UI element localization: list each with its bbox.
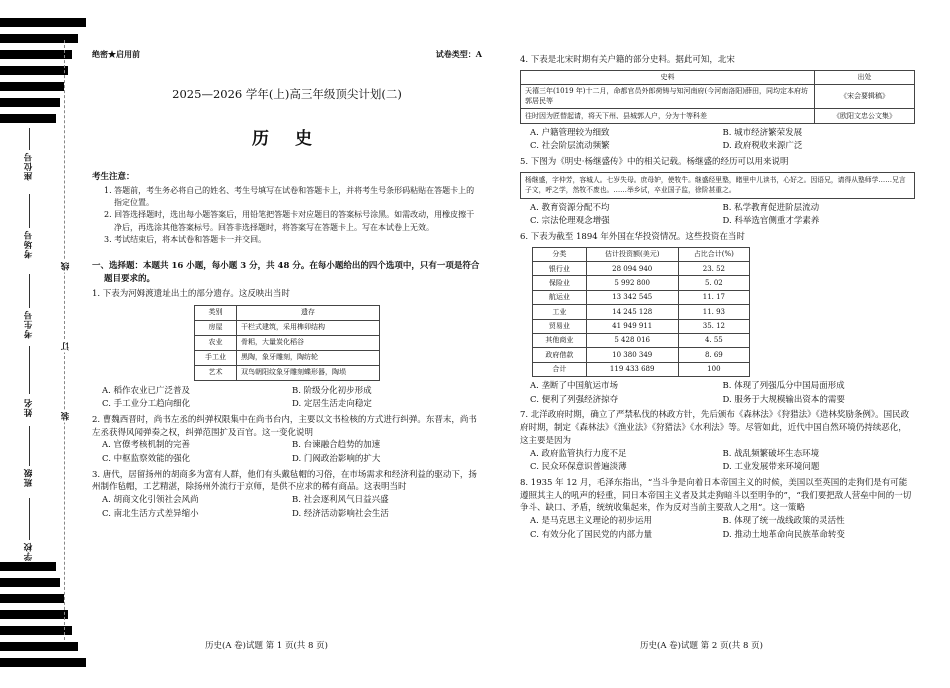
option-c[interactable]: C. 手工业分工趋向细化 <box>102 399 191 410</box>
label-seat-number: 座位号 <box>24 152 34 181</box>
option-b[interactable]: B. 社会逐利风气日益兴盛 <box>292 495 389 506</box>
option-b[interactable]: B. 私学教育促进阶层流动 <box>722 202 820 213</box>
binding-bar <box>0 642 78 651</box>
question-1-stem: 1. 下表为河姆渡遗址出土的部分遗存。这反映出当时 <box>92 288 290 299</box>
option-d[interactable]: D. 定居生活走向稳定 <box>292 399 372 410</box>
table-cell: 航运业 <box>533 290 587 304</box>
option-a[interactable]: A. 稻作农业已广泛普及 <box>102 385 191 396</box>
table-cell: 23. 52 <box>678 262 749 276</box>
option-d[interactable]: D. 政府税收来源广泛 <box>722 141 803 152</box>
table-head-cell: 类别 <box>195 305 237 320</box>
table-cell: 28 094 940 <box>586 262 678 276</box>
question-5-stem: 5. 下图为《明史·杨继盛传》中的相关记载。杨继盛的经历可以用来说明 <box>520 156 789 167</box>
option-c[interactable]: C. 宗法伦理观念增强 <box>530 216 610 227</box>
table-head-cell: 出处 <box>815 70 915 84</box>
table-cell: 10 380 349 <box>586 348 678 362</box>
secret-label: 绝密★启用前 <box>92 49 140 59</box>
table-cell: 5 428 016 <box>586 334 678 348</box>
label-name: 姓名 <box>24 398 34 417</box>
table-cell: 100 <box>678 362 749 376</box>
table-head-cell: 占比合计(%) <box>678 247 749 261</box>
label-exam-room: 考场号 <box>24 230 34 259</box>
table-row <box>533 247 750 261</box>
table-cell: 5. 02 <box>678 276 749 290</box>
bind-word-bind: 装 <box>61 412 71 421</box>
table-row <box>533 319 750 333</box>
option-a[interactable]: A. 教育资源分配不均 <box>530 202 610 213</box>
option-c[interactable]: C. 便利了列强经济掠夺 <box>530 394 619 405</box>
table-cell: 41 949 911 <box>586 319 678 333</box>
table-row <box>195 365 380 380</box>
table-cell: 《宋会要辑稿》 <box>815 84 915 108</box>
option-d[interactable]: D. 工业发展带来环境问题 <box>722 462 820 473</box>
table-head-cell: 遗存 <box>237 305 380 320</box>
option-a[interactable]: A. 官僚考核机制的完善 <box>102 440 191 451</box>
question-4-stem: 4. 下表是北宋时期有关户籍的部分史料。据此可知，北宋 <box>520 55 735 65</box>
page-footer-2: 历史(A 卷)试题 第 2 页(共 8 页) <box>640 641 763 651</box>
binding-bar <box>0 626 72 635</box>
question-5-excerpt: 杨继盛，字仲芳，容城人。七岁失母。庶母妒，使牧牛。继盛经里塾，睹里中儿读书，心好之。因语兄，请得从塾师学……兄言子文，呼之学，然牧不废也。……举乡试，卒业国子监，徐阶甚重之。 <box>520 172 915 199</box>
question-6-table <box>532 247 750 378</box>
option-b[interactable]: B. 战乱频繁破坏生态环境 <box>722 448 820 459</box>
binding-bar <box>0 114 56 123</box>
table-cell: 11. 17 <box>678 290 749 304</box>
question-6-options <box>520 380 915 407</box>
option-d[interactable]: D. 推动土地革命向民族革命转变 <box>722 529 845 540</box>
question-8-stem: 8. 1935 年 12 月，毛泽东指出，“当斗争是向着日本帝国主义的时候，美国以至英国的走狗们是有可能遵照其主人的吼声的轻重，同日本帝国主义者及其走狗暗斗以至明争的”，“我们要把敌人营垒中间的一切争斗、缺口、矛盾，统统收集起来，作为反对当前主要敌人之用”。这一策略 <box>520 477 912 514</box>
question-4-table <box>520 70 915 124</box>
binding-bar <box>0 18 86 27</box>
table-cell: 合计 <box>533 362 587 376</box>
question-3-stem: 3. 唐代，居留扬州的胡商多为富有人群，他们有头戴毡帽的习俗，在市场需求和经济利益的驱动下，扬州制作毡帽，工艺精湛，除扬州外流行于京师，是供不应求的稀有商品。这表明当时 <box>92 469 477 493</box>
table-cell: 119 433 689 <box>586 362 678 376</box>
table-cell: 骨耜，大量炭化稻谷 <box>237 335 380 350</box>
subject-title: 历 史 <box>252 129 322 150</box>
table-cell: 天禧三年(1019 年)十二月，命都官员外郎荷铸与知河南府(今河南洛阳)薛田，同均定本府坊郭居民等 <box>521 84 815 108</box>
option-b[interactable]: B. 体现了列强瓜分中国局面形成 <box>722 381 845 392</box>
table-row <box>533 334 750 348</box>
fill-line <box>29 128 30 150</box>
question-6-stem: 6. 下表为截至 1894 年外国在华投资情况。这些投资在当时 <box>520 231 745 242</box>
table-cell: 5 992 800 <box>586 276 678 290</box>
table-head-cell: 估计投资额(美元) <box>586 247 678 261</box>
table-row <box>521 70 915 84</box>
table-row <box>521 108 915 123</box>
label-candidate-number: 考生号 <box>24 310 34 339</box>
option-a[interactable]: A. 政府监管执行力度不足 <box>530 448 627 459</box>
fill-line <box>29 426 30 466</box>
exam-title: 2025—2026 学年(上)高三年级顶尖计划(二) <box>172 87 402 101</box>
table-row <box>195 350 380 365</box>
label-class: 班级 <box>24 468 34 487</box>
notice-item: 1. 答题前，考生务必将自己的姓名、考生号填写在试卷和答题卡上，并将考生号条形码粘贴在答题卡上的指定位置。 <box>104 185 475 207</box>
option-d[interactable]: D. 科举选官侧重才学素养 <box>722 216 820 227</box>
table-cell: 银行业 <box>533 262 587 276</box>
option-c[interactable]: C. 南北生活方式差异缩小 <box>102 508 199 519</box>
page-2 <box>520 52 915 542</box>
table-head-cell: 史料 <box>521 70 815 84</box>
option-b[interactable]: B. 阶级分化初步形成 <box>292 385 372 396</box>
table-cell: 其他商业 <box>533 334 587 348</box>
option-b[interactable]: B. 体现了统一战线政策的灵活性 <box>722 516 845 527</box>
question-2-options <box>92 439 482 466</box>
table-head-cell: 分类 <box>533 247 587 261</box>
option-d[interactable]: D. 服务于大规模输出资本的需要 <box>722 394 845 405</box>
table-cell: 14 245 128 <box>586 305 678 319</box>
page-footer-1: 历史(A 卷)试题 第 1 页(共 8 页) <box>205 641 328 651</box>
option-c[interactable]: C. 有效分化了国民党的内部力量 <box>530 529 653 540</box>
option-d[interactable]: D. 经济活动影响社会生活 <box>292 508 389 519</box>
fill-line <box>29 498 30 540</box>
table-cell: 《欧阳文忠公文集》 <box>815 108 915 123</box>
binding-bar <box>0 98 60 107</box>
binding-bar <box>0 578 60 587</box>
table-row <box>195 335 380 350</box>
section-heading: 一、选择题：本题共 16 小题，每小题 3 分，共 48 分。在每小题给出的四个选项中，只有一项是符合题目要求的。 <box>92 261 480 285</box>
notice-item: 2. 回答选择题时，选出每小题答案后，用铅笔把答题卡对应题目的答案标号涂黑。如需改动，用橡皮擦干净后，再选涂其他答案标号。回答非选择题时，将答案写在答题卡上。写在本试卷上无效。 <box>104 210 475 232</box>
question-3-options <box>92 494 482 521</box>
question-1-table <box>194 305 380 381</box>
option-c[interactable]: C. 民众环保意识普遍淡薄 <box>530 462 627 473</box>
table-cell: 房屋 <box>195 320 237 335</box>
table-cell: 手工业 <box>195 350 237 365</box>
binding-bar <box>0 34 78 43</box>
table-row <box>195 320 380 335</box>
table-cell: 政府借款 <box>533 348 587 362</box>
option-a[interactable]: A. 是马克思主义理论的初步运用 <box>530 516 653 527</box>
table-row <box>533 348 750 362</box>
binding-bar <box>0 562 56 571</box>
table-cell: 黑陶，象牙雕刻，陶纺轮 <box>237 350 380 365</box>
table-cell: 艺术 <box>195 365 237 380</box>
option-d[interactable]: D. 门阀政治影响的扩大 <box>292 453 381 464</box>
page-1 <box>92 48 482 521</box>
paper-type: 试卷类型：A <box>435 49 482 59</box>
table-cell: 8. 69 <box>678 348 749 362</box>
question-1-options <box>92 385 482 412</box>
binding-bar <box>0 82 64 91</box>
question-4-options <box>520 127 915 154</box>
table-cell: 工业 <box>533 305 587 319</box>
fill-line <box>29 194 30 228</box>
option-c[interactable]: C. 中枢监察效能的强化 <box>102 453 191 464</box>
fill-line <box>29 274 30 308</box>
table-row <box>521 84 915 108</box>
question-2-stem: 2. 曹魏西晋时，尚书左丞的纠弹权限集中在尚书台内，主要以文书检核的方式进行纠弹。东晋末，尚书左丞获得风闻弹奏之权，纠弹范围扩及百官。这一变化说明 <box>92 414 477 438</box>
table-cell: 13 342 545 <box>586 290 678 304</box>
binding-strip <box>0 0 85 688</box>
table-cell: 干栏式建筑，采用榫卯结构 <box>237 320 380 335</box>
binding-bar <box>0 50 72 59</box>
table-cell: 保险业 <box>533 276 587 290</box>
binding-bar <box>0 594 64 603</box>
option-a[interactable]: A. 胡商文化引领社会风尚 <box>102 495 199 506</box>
table-cell: 往时因为匠替起请，将天下州、县城郭人户，分为十等科差 <box>521 108 815 123</box>
table-cell: 贸易业 <box>533 319 587 333</box>
notice-heading: 考生注意： <box>92 171 135 182</box>
table-cell: 11. 93 <box>678 305 749 319</box>
table-row <box>533 362 750 376</box>
option-c[interactable]: C. 社会阶层流动频繁 <box>530 141 610 152</box>
fill-line <box>29 346 30 394</box>
option-a[interactable]: A. 户籍管理较为细致 <box>530 127 610 138</box>
question-8-options <box>520 515 915 542</box>
option-b[interactable]: B. 城市经济繁荣发展 <box>722 127 803 138</box>
question-7-options <box>520 448 915 475</box>
bind-word-line: 线 <box>61 262 71 271</box>
table-cell: 4. 55 <box>678 334 749 348</box>
table-row <box>533 262 750 276</box>
page-header <box>92 48 482 60</box>
table-row <box>533 290 750 304</box>
binding-bar <box>0 66 68 75</box>
table-row <box>533 276 750 290</box>
label-school: 学校 <box>24 542 34 561</box>
table-row <box>533 305 750 319</box>
binding-bar <box>0 658 86 667</box>
option-b[interactable]: B. 台谏融合趋势的加速 <box>292 440 381 451</box>
question-5-options <box>520 202 915 229</box>
table-cell: 双鸟朝阳纹象牙雕刻蝶形器，陶埙 <box>237 365 380 380</box>
table-cell: 农业 <box>195 335 237 350</box>
table-row <box>195 305 380 320</box>
binding-bar <box>0 610 68 619</box>
notice-item: 3. 考试结束后，将本试卷和答题卡一并交回。 <box>104 235 267 245</box>
option-a[interactable]: A. 垄断了中国航运市场 <box>530 381 619 392</box>
question-7-stem: 7. 北洋政府时期，确立了严禁私伐的林政方针，先后颁布《森林法》《狩猎法》《造林奖励条例》。国民政府时期，制定《森林法》《渔业法》《狩猎法》《水利法》等。尽管如此，近代中国自然环境仍持续恶化，这主要是因为 <box>520 410 910 446</box>
table-cell: 35. 12 <box>678 319 749 333</box>
bind-word-staple: 订 <box>61 342 71 351</box>
